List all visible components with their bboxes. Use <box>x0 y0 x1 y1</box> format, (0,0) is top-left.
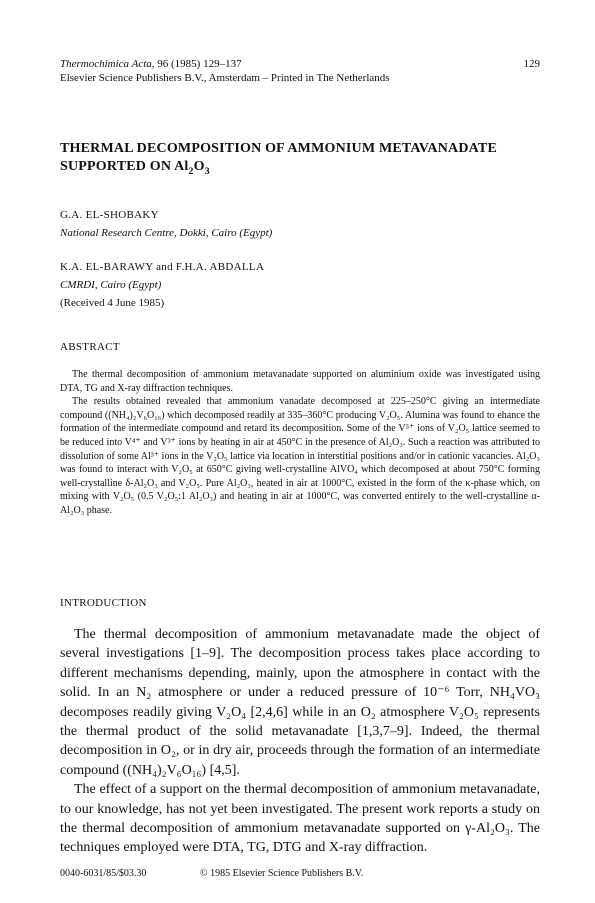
copyright-notice: © 1985 Elsevier Science Publishers B.V. <box>200 868 364 879</box>
introduction-heading: INTRODUCTION <box>60 597 147 609</box>
publisher-line: Elsevier Science Publishers B.V., Amsterdam – Printed in The Netherlands <box>60 72 390 84</box>
abstract-heading: ABSTRACT <box>60 341 120 353</box>
author-affiliation: CMRDI, Cairo (Egypt) <box>60 279 162 291</box>
abstract-body <box>60 368 540 518</box>
abstract-paragraph: The results obtained revealed that ammonium vanadate decomposed at 225–250°C giving an intermediate compound ((NH₄)₂V₆O₁₆) which decomposed readily at 335–360°C producing V₂O₅. Alumina was found to ehance the formation of the intermediate compound and retard its decomposition. Some of the V⁵⁺ ions of V₂O₅ lattice seemed to be reduced into V⁴⁺ and V³⁺ ions by heating in air at 450°C in the presence of Al₂O₃. Such a reaction was attributed to dissolution of some Al³⁺ ions in the V₂O₅ lattice via location in interstitial positions and/or in cationic vacancies. Al₂O₃ was found to interact with V₂O₅ at 650°C giving well-crystalline AlVO₄ which decomposed at about 750°C forming well-crystalline δ-Al₂O₃ and V₂O₅. Pure Al₂O₃, heated in air at 1000°C, existed in the form of the κ-phase which, on mixing with V₂O₅ (0.5 V₂O₅:1 Al₂O₃) and heating in air at 1000°C, was converted entirely to the well-crystalline α-Al₂O₃ phase. <box>60 396 540 516</box>
author-names: K.A. EL-BARAWY and F.H.A. ABDALLA <box>60 261 265 273</box>
author-affiliation: National Research Centre, Dokki, Cairo (Egypt) <box>60 227 273 239</box>
page-footer <box>60 868 540 879</box>
paper-title <box>60 140 540 176</box>
journal-citation <box>60 57 540 71</box>
introduction-paragraph: The effect of a support on the thermal decomposition of ammonium metavanadate, to our knowledge, has not yet been investigated. The present work reports a study on the thermal decomposition of ammonium metavanadate supported on γ-Al₂O₃. The techniques employed were DTA, TG, DTG and X-ray diffraction. <box>60 782 540 856</box>
issn-price-code: 0040-6031/85/$03.30 <box>60 868 147 879</box>
abstract-paragraph: The thermal decomposition of ammonium metavanadate supported on aluminium oxide was investigated using DTA, TG and X-ray diffraction techniques. <box>60 369 540 394</box>
title-line-1: THERMAL DECOMPOSITION OF AMMONIUM METAVANADATE <box>60 141 497 156</box>
introduction-paragraph: The thermal decomposition of ammonium metavanadate made the object of several investigations [1–9]. The decomposition process takes place according to different mechanisms depending, mainly, upon the atmosphere in contact with the solid. In an N₂ atmosphere or under a reduced pressure of 10⁻⁶ Torr, NH₄VO₃ decomposes readily giving V₂O₄ [2,4,6] while in an O₂ atmosphere V₂O₅ represents the thermal product of the solid metavanadate [1,3,7–9]. Indeed, the thermal decomposition in O₂, or in dry air, proceeds through the formation of an intermediate compound ((NH₄)₂V₆O₁₆) [4,5]. <box>60 627 540 778</box>
journal-name: Thermochimica Acta <box>60 58 152 70</box>
author-names: G.A. EL-SHOBAKY <box>60 209 159 221</box>
author-group-1 <box>60 206 540 242</box>
journal-header <box>60 57 540 85</box>
citation-details: , 96 (1985) 129–137 <box>151 58 242 70</box>
author-group-2 <box>60 258 540 294</box>
page-number: 129 <box>523 58 540 70</box>
introduction-body <box>60 625 540 858</box>
title-line-2: SUPPORTED ON $Al_2O_3$ <box>60 159 210 177</box>
received-date: (Received 4 June 1985) <box>60 297 165 309</box>
